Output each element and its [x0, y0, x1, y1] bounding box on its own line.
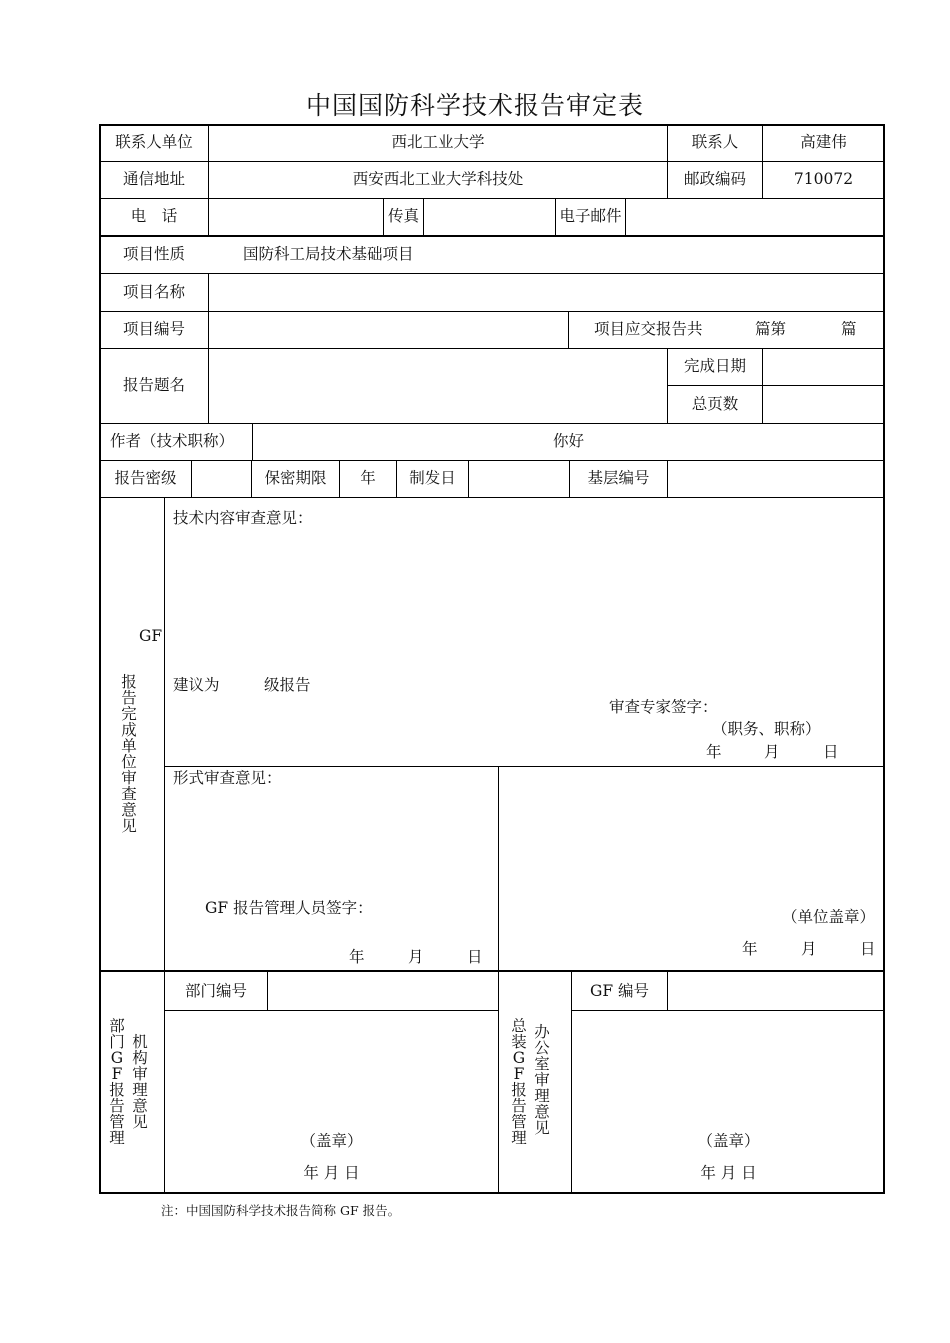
form-date-month: 月 [408, 948, 424, 966]
reports-pian-di: 篇第 [755, 320, 787, 338]
email-label: 电子邮件 [559, 207, 622, 225]
gf-number-label: GF 编号 [589, 982, 650, 1000]
fax-label: 传真 [387, 207, 419, 225]
contact-person-label: 联系人 [691, 133, 739, 151]
postcode-value: 710072 [793, 170, 854, 188]
secret-period-year: 年 [360, 469, 376, 487]
contact-unit-label: 联系人单位 [115, 133, 193, 151]
contact-person-value: 高建伟 [800, 133, 847, 151]
contact-unit-value: 西北工业大学 [391, 133, 485, 151]
total-pages-label: 总页数 [691, 395, 739, 413]
seal-date-year: 年 [742, 940, 758, 958]
form-date-year: 年 [349, 948, 365, 966]
dept-seal-label: （盖章） [300, 1132, 363, 1150]
secret-level-label: 报告密级 [114, 469, 177, 487]
review-side-gf: GF [139, 627, 163, 645]
project-nature-value: 国防科工局技术基础项目 [243, 245, 414, 263]
base-number-label: 基层编号 [587, 469, 650, 487]
project-name-label: 项目名称 [122, 283, 185, 301]
secret-period-label: 保密期限 [264, 469, 327, 487]
unit-seal-label: （单位盖章） [782, 908, 876, 926]
form-opinion-label: 形式审查意见： [173, 769, 282, 787]
gf-manager-sign-label: GF 报告管理人员签字： [205, 899, 373, 917]
general-date: 年 月 日 [700, 1164, 757, 1182]
postcode-label: 邮政编码 [683, 170, 746, 188]
page-title: 中国国防科学技术报告审定表 [305, 91, 644, 120]
dept-side-col2: 机构审理意见 [132, 1033, 148, 1131]
expert-date-day: 日 [823, 743, 839, 761]
general-seal-label: （盖章） [697, 1132, 760, 1150]
expert-date-year: 年 [706, 743, 722, 761]
seal-date-day: 日 [860, 940, 876, 958]
phone-label: 电 话 [130, 207, 178, 225]
completion-date-label: 完成日期 [683, 357, 746, 375]
project-nature-label: 项目性质 [122, 245, 185, 263]
form-date-day: 日 [467, 948, 483, 966]
tech-opinion-label: 技术内容审查意见： [173, 509, 313, 527]
reports-total-label: 项目应交报告共 [594, 320, 703, 338]
expert-position-title: （职务、职称） [712, 720, 821, 738]
author-label: 作者（技术职称） [110, 432, 235, 450]
review-form-table [99, 124, 885, 1194]
reports-pian: 篇 [841, 320, 857, 338]
dept-side-col1: 部门GF报告管理 [109, 1017, 125, 1147]
dept-date: 年 月 日 [303, 1164, 360, 1182]
project-number-label: 项目编号 [122, 320, 185, 338]
general-side-col2: 办公室审理意见 [534, 1023, 550, 1137]
review-side-label: 报告完成单位审查意见 [121, 673, 137, 835]
footnote: 注：中国国防科学技术报告简称 GF 报告。 [161, 1203, 401, 1218]
expert-sign-label: 审查专家签字： [609, 698, 718, 716]
general-side-col1: 总装GF报告管理 [511, 1017, 527, 1147]
seal-date-month: 月 [801, 940, 817, 958]
suggest-suffix: 级报告 [264, 676, 311, 694]
address-value: 西安西北工业大学科技处 [352, 170, 524, 188]
report-title-label: 报告题名 [122, 376, 185, 394]
suggest-prefix: 建议为 [173, 676, 220, 694]
address-label: 通信地址 [122, 170, 185, 188]
issue-date-label: 制发日 [409, 469, 456, 487]
dept-number-label: 部门编号 [184, 982, 247, 1000]
author-value: 你好 [553, 432, 585, 450]
expert-date-month: 月 [764, 743, 780, 761]
